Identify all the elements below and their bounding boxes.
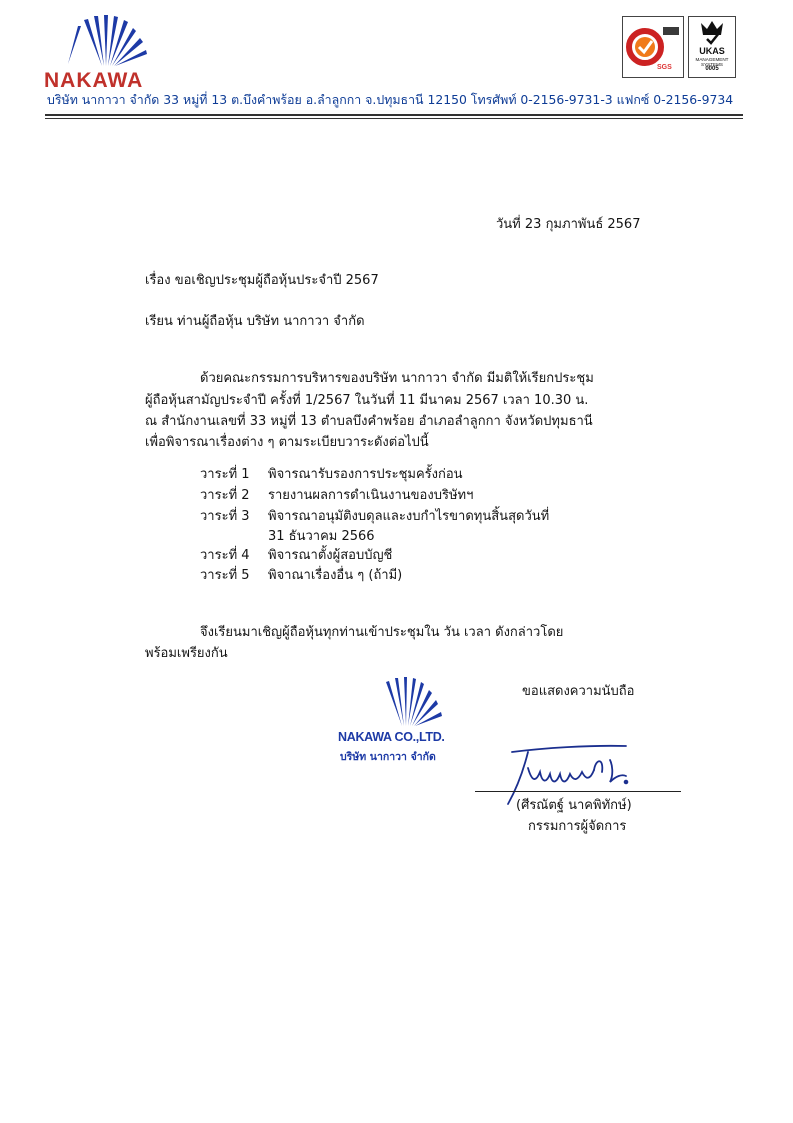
agenda-item: พิจารณารับรองการประชุมครั้งก่อน (268, 467, 463, 482)
agenda-number: วาระที่ 3 (200, 509, 250, 524)
company-address: บริษัท นากาวา จำกัด 33 หมู่ที่ 13 ต.บึงคำพร้อย อ.ลำลูกกา จ.ปทุมธานี 12150 โทรศัพท์ 0-2156-9731-3 แฟกซ์ 0-2156-9734 (47, 92, 734, 107)
letter-subject: เรื่อง ขอเชิญประชุมผู้ถือหุ้นประจำปี 2567 (145, 273, 379, 288)
closing-salutation: ขอแสดงความนับถือ (522, 684, 635, 699)
sgs-certification-mark (622, 16, 684, 78)
letter-recipient: เรียน ท่านผู้ถือหุ้น บริษัท นากาวา จำกัด (145, 314, 365, 329)
conclusion-line: พร้อมเพรียงกัน (145, 646, 228, 661)
agenda-number: วาระที่ 2 (200, 488, 250, 503)
agenda-item: พิจารณาอนุมัติงบดุลและงบกำไรขาดทุนสิ้นสุดวันที่ (268, 509, 550, 524)
stamp-company-name-th: บริษัท นากาวา จำกัด (340, 751, 436, 763)
paragraph-line: ผู้ถือหุ้นสามัญประจำปี ครั้งที่ 1/2567 ในวันที่ 11 มีนาคม 2567 เวลา 10.30 น. (145, 393, 589, 408)
header-divider (45, 114, 743, 116)
agenda-number: วาระที่ 1 (200, 467, 250, 482)
signature-line (475, 791, 681, 792)
stamp-fan-logo-icon (364, 676, 444, 728)
ukas-code: 0005 (705, 66, 719, 72)
certified-check-icon (623, 17, 683, 77)
agenda-item-continuation: 31 ธันวาคม 2566 (268, 529, 375, 544)
company-logo (44, 14, 162, 90)
header-divider-thin (45, 118, 743, 119)
ukas-sub-label: MANAGEMENT SYSTEMS (695, 57, 729, 67)
stamp-company-name-en: NAKAWA CO.,LTD. (338, 730, 445, 744)
paragraph-line: ด้วยคณะกรรมการบริหารของบริษัท นากาวา จำกัด มีมติให้เรียกประชุม (200, 371, 594, 386)
agenda-item: รายงานผลการดำเนินงานของบริษัทฯ (268, 488, 474, 503)
sgs-label: SGS (657, 64, 672, 71)
fan-logo-icon (58, 14, 150, 68)
signer-title: กรรมการผู้จัดการ (528, 819, 627, 834)
agenda-number: วาระที่ 4 (200, 548, 250, 563)
letter-date: วันที่ 23 กุมภาพันธ์ 2567 (496, 217, 641, 232)
signer-name: (ศีรณัตฐ์ นาคพิทักษ์) (516, 798, 632, 813)
paragraph-line: ณ สำนักงานเลขที่ 33 หมู่ที่ 13 ตำบลบึงคำพร้อย อำเภอลำลูกกา จังหวัดปทุมธานี (145, 414, 593, 429)
brand-name: NAKAWA (44, 69, 144, 92)
ukas-certification-mark (688, 16, 736, 78)
ukas-label: UKAS (699, 46, 725, 56)
paragraph-line: เพื่อพิจารณาเรื่องต่าง ๆ ตามระเบียบวาระดังต่อไปนี้ (145, 435, 429, 450)
agenda-item: พิจารณาตั้งผู้สอบบัญชี (268, 548, 393, 563)
agenda-number: วาระที่ 5 (200, 568, 250, 583)
agenda-item: พิจาณาเรื่องอื่น ๆ (ถ้ามี) (268, 568, 403, 583)
crown-icon (689, 17, 735, 45)
conclusion-line: จึงเรียนมาเชิญผู้ถือหุ้นทุกท่านเข้าประชุมใน วัน เวลา ดังกล่าวโดย (200, 625, 564, 640)
company-stamp (338, 676, 478, 772)
